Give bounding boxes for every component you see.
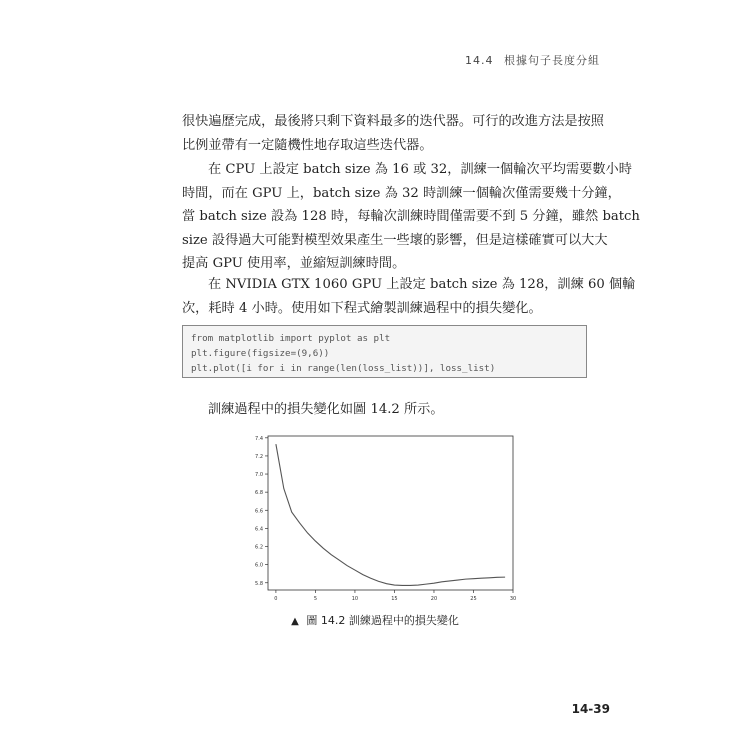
y-tick-label: 6.4: [255, 526, 263, 533]
paragraph-line: 在 CPU 上設定 batch size 為 16 或 32，訓練一個輪次平均需要數小時: [208, 162, 632, 177]
y-tick-label: 6.2: [255, 544, 263, 551]
figure-caption-text: 訓練過程中的損失變化: [348, 614, 459, 627]
y-tick-label: 6.8: [255, 490, 263, 497]
paragraph-line: 時間，而在 GPU 上，batch size 為 32 時訓練一個輪次僅需要幾十分鐘，: [182, 185, 621, 201]
y-tick-label: 5.8: [255, 580, 263, 587]
paragraph-line: 在 NVIDIA GTX 1060 GPU 上設定 batch size 為 128，訓練 60 個輪: [208, 277, 636, 292]
paragraph-line: 次，耗時 4 小時。使用如下程式繪製訓練過程中的損失變化。: [182, 300, 542, 316]
y-tick-label: 7.2: [255, 453, 263, 460]
paragraph-1: [182, 110, 604, 157]
triangle-marker-icon: ▲: [291, 616, 299, 627]
paragraph-line: 當 batch size 設為 128 時，每輪次訓練時間僅需要不到 5 分鐘，雖然 batch: [182, 209, 640, 225]
loss-series-line: [276, 444, 505, 585]
paragraph-line: 比例並帶有一定隨機性地存取這些迭代器。: [182, 137, 433, 153]
paragraph-2: [182, 158, 640, 276]
running-header: [459, 52, 600, 68]
x-tick-label: 30: [509, 596, 517, 602]
paragraph-3: [182, 273, 636, 320]
figure-intro-text: 訓練過程中的損失變化如圖 14.2 所示。: [208, 402, 444, 417]
y-tick-label: 7.0: [255, 472, 263, 479]
code-block: [182, 325, 587, 378]
paragraph-line: 很快遍歷完成，最後將只剩下資料最多的迭代器。可行的改進方法是按照: [182, 114, 604, 129]
y-tick-label: 7.4: [255, 435, 263, 442]
x-tick-label: 10: [351, 596, 359, 602]
page-number: 14-39: [571, 702, 610, 716]
x-tick-label: 25: [470, 596, 477, 602]
x-tick-label: 0: [274, 596, 278, 602]
x-tick-label: 20: [430, 596, 438, 602]
loss-chart: [243, 430, 523, 605]
header-section-number: 14.4: [465, 54, 494, 67]
x-tick-label: 5: [313, 596, 318, 602]
paragraph-line: 提高 GPU 使用率，並縮短訓練時間。: [182, 256, 406, 272]
code-line: plt.figure(figsize=(9,6)): [191, 348, 330, 359]
header-section-title: 根據句子長度分組: [504, 54, 600, 67]
code-line: plt.plot([i for i in range(len(loss_list))], loss_list): [191, 363, 496, 374]
paragraph-line: size 設得過大可能對模型效果產生一些壞的影響，但是這樣確實可以大大: [182, 232, 608, 248]
plot-frame: [268, 436, 513, 590]
figure-caption-label: 圖 14.2: [306, 614, 346, 627]
code-line: from matplotlib import pyplot as plt: [191, 333, 391, 344]
figure-caption: [0, 612, 750, 628]
y-tick-label: 6.6: [255, 508, 263, 515]
x-tick-label: 15: [391, 596, 398, 602]
y-tick-label: 6.0: [255, 562, 263, 569]
